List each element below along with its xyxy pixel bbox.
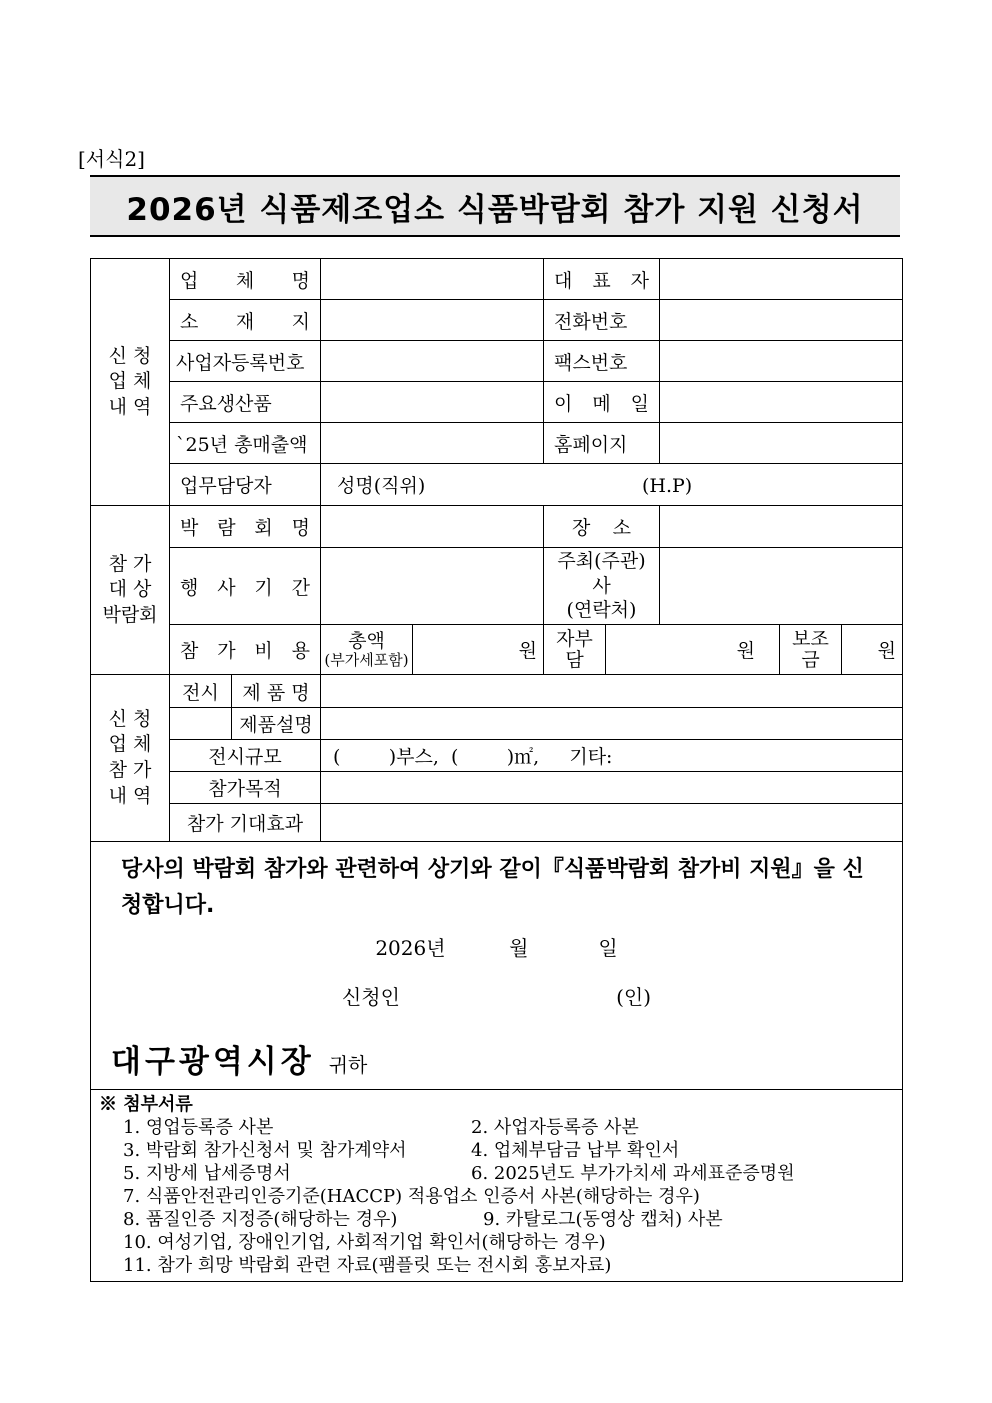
won-unit: 원 xyxy=(877,640,897,662)
product-name-field[interactable] xyxy=(321,675,903,708)
label-period: 행 사 기 간 xyxy=(170,548,321,625)
sales-field[interactable] xyxy=(321,423,544,464)
exhibit-blank-cell xyxy=(170,708,232,740)
declaration-block xyxy=(91,842,903,1090)
label-homepage: 홈페이지 xyxy=(544,423,660,464)
fax-field[interactable] xyxy=(660,341,903,382)
page-title: 2026년 식품제조업소 식품박람회 참가 지원 신청서 xyxy=(126,191,864,228)
product-desc-field[interactable] xyxy=(321,708,903,740)
label-main-products: 주요생산품 xyxy=(170,382,321,423)
label-exhibit: 전시 xyxy=(170,675,232,708)
honorific: 귀하 xyxy=(328,1053,368,1077)
label-fee: 참 가 비 용 xyxy=(170,625,321,675)
manager-field[interactable] xyxy=(321,464,903,506)
label-self-pay: 자부 담 xyxy=(544,625,606,675)
label-email: 이 메 일 xyxy=(544,382,660,423)
declaration-text: 당사의 박람회 참가와 관련하여 상기와 같이『식품박람회 참가비 지원』을 신청합니다. xyxy=(121,857,864,918)
label-scale: 전시규모 xyxy=(170,740,321,772)
section-expo: 참 가 대 상 박람회 xyxy=(91,506,170,675)
label-company-name: 업 체 명 xyxy=(170,259,321,300)
purpose-field[interactable] xyxy=(321,772,903,804)
list-item: 1. 영업등록증 사본 2. 사업자등록증 사본 xyxy=(123,1117,639,1138)
label-representative: 대 표 자 xyxy=(544,259,660,300)
label-effect: 참가 기대효과 xyxy=(170,804,321,842)
label-organizer: 주최(주관) 사 (연락처) xyxy=(544,548,660,625)
label-phone: 전화번호 xyxy=(544,300,660,341)
declaration-date[interactable]: 2026년 월 일 xyxy=(375,936,618,960)
period-field[interactable] xyxy=(321,548,544,625)
label-product-name: 제 품 명 xyxy=(232,675,321,708)
label-fax: 팩스번호 xyxy=(544,341,660,382)
applicant-signature[interactable]: 신청인 (인) xyxy=(341,985,652,1009)
expo-name-field[interactable] xyxy=(321,506,544,548)
list-item: 5. 지방세 납세증명서 6. 2025년도 부가가치세 과세표준증명원 xyxy=(123,1163,795,1184)
application-table xyxy=(90,258,903,1282)
manager-name-label: 성명(직위) xyxy=(337,475,426,497)
list-item: 8. 품질인증 지정증(해당하는 경우) 9. 카탈로그(동영상 캡처) 사본 xyxy=(123,1209,723,1230)
label-total: 총액 (부가세포함) xyxy=(321,625,413,675)
effect-field[interactable] xyxy=(321,804,903,842)
main-products-field[interactable] xyxy=(321,382,544,423)
representative-field[interactable] xyxy=(660,259,903,300)
subsidy-field[interactable] xyxy=(842,625,903,675)
email-field[interactable] xyxy=(660,382,903,423)
phone-field[interactable] xyxy=(660,300,903,341)
list-item: 11. 참가 희망 박람회 관련 자료(팸플릿 또는 전시회 홍보자료) xyxy=(123,1255,612,1276)
section-participation: 신 청 업 체 참 가 내 역 xyxy=(91,675,170,842)
total-field[interactable] xyxy=(413,625,544,675)
company-name-field[interactable] xyxy=(321,259,544,300)
scale-field[interactable]: ( )부스, ( )㎡, 기타: xyxy=(321,740,903,772)
form-number: [서식2] xyxy=(78,147,145,171)
label-biz-reg-no: 사업자등록번호 xyxy=(170,341,321,382)
addressee-name: 대구광역시장 xyxy=(111,1044,315,1080)
manager-hp-label: (H.P) xyxy=(642,475,693,497)
addressee xyxy=(111,1036,872,1081)
attachments-block xyxy=(91,1090,903,1282)
label-product-desc: 제품설명 xyxy=(232,708,321,740)
title-box xyxy=(90,175,900,237)
self-pay-field[interactable] xyxy=(606,625,780,675)
list-item: 3. 박람회 참가신청서 및 참가계약서 4. 업체부담금 납부 확인서 xyxy=(123,1140,680,1161)
label-expo-name: 박 람 회 명 xyxy=(170,506,321,548)
organizer-field[interactable] xyxy=(660,548,903,625)
label-location: 소 재 지 xyxy=(170,300,321,341)
attachments-heading: ※ 첨부서류 xyxy=(99,1094,193,1115)
label-purpose: 참가목적 xyxy=(170,772,321,804)
list-item: 10. 여성기업, 장애인기업, 사회적기업 확인서(해당하는 경우) xyxy=(123,1232,606,1253)
section-company: 신 청 업 체 내 역 xyxy=(91,259,170,506)
label-subsidy: 보조 금 xyxy=(780,625,842,675)
location-field[interactable] xyxy=(321,300,544,341)
homepage-field[interactable] xyxy=(660,423,903,464)
biz-reg-no-field[interactable] xyxy=(321,341,544,382)
won-unit: 원 xyxy=(736,640,755,662)
label-manager: 업무담당자 xyxy=(170,464,321,506)
label-venue: 장 소 xyxy=(544,506,660,548)
label-sales: `25년 총매출액 xyxy=(170,423,321,464)
venue-field[interactable] xyxy=(660,506,903,548)
won-unit: 원 xyxy=(518,640,537,662)
list-item: 7. 식품안전관리인증기준(HACCP) 적용업소 인증서 사본(해당하는 경우) xyxy=(123,1186,700,1207)
